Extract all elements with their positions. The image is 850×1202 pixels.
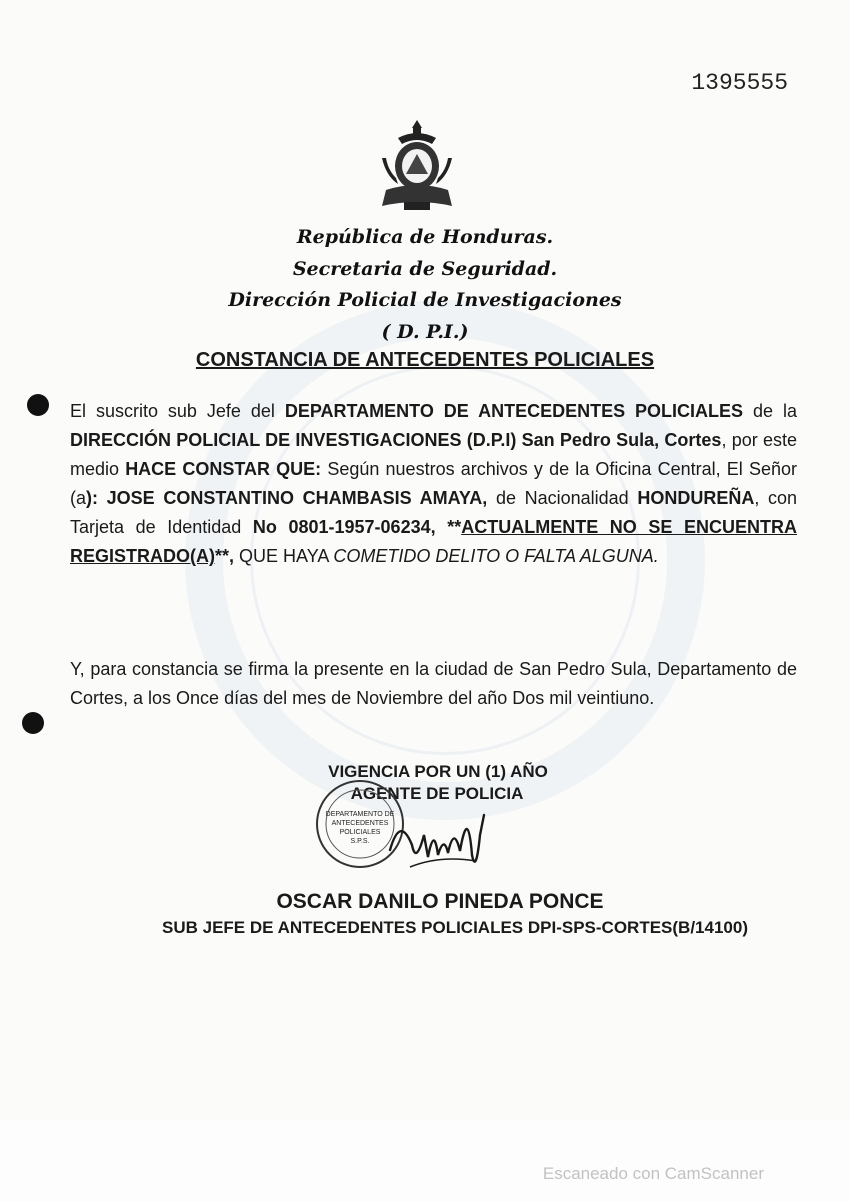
- para1-department: DEPARTAMENTO DE ANTECEDENTES POLICIALES: [284, 401, 744, 421]
- validity-line: VIGENCIA POR UN (1) AÑO: [328, 762, 548, 781]
- para1-id-number: No 0801-1957-06234,: [252, 517, 436, 537]
- scanner-footer: Escaneado con CamScanner: [542, 1164, 764, 1183]
- stamp-line-3: POLICIALES: [339, 829, 381, 836]
- para1-direction: DIRECCIÓN POLICIAL DE INVESTIGACIONES (D.P.I) San Pedro Sula, Cortes: [70, 430, 722, 450]
- para1-text: , por este medio: [70, 430, 797, 479]
- para1-text: QUE HAYA: [234, 546, 334, 566]
- punch-hole-top: [27, 394, 49, 416]
- para1-text: El suscrito sub Jefe del: [70, 401, 285, 421]
- para1-person-name: ): JOSE CONSTANTINO CHAMBASIS AMAYA,: [86, 488, 488, 508]
- handwritten-signature: [380, 795, 500, 885]
- para1-nationality: HONDUREÑA: [637, 488, 755, 508]
- para1-closing: COMETIDO DELITO O FALTA ALGUNA.: [333, 546, 659, 566]
- para1-text: de Nacionalidad: [487, 488, 638, 508]
- para1-stars: **,: [215, 546, 235, 566]
- stamp-line-4: S.P.S.: [350, 838, 370, 845]
- signing-paragraph: Y, para constancia se firma la presente en la ciudad de San Pedro Sula, Departamento de Cortes, a los Once días del mes de Noviembre del año Dos mil veintiuno.: [70, 659, 797, 708]
- header-dpi: ( D. P.I.): [381, 321, 469, 343]
- header-republic: República de Honduras.: [296, 226, 554, 248]
- document-title: CONSTANCIA DE ANTECEDENTES POLICIALES: [195, 349, 655, 371]
- para1-text: Según nuestros archivos y de la Oficina Central, El Señor (a: [70, 459, 797, 508]
- punch-hole-bottom: [22, 712, 44, 734]
- agent-line: AGENTE DE POLICIA: [350, 784, 524, 803]
- header-direccion: Dirección Policial de Investigaciones: [228, 289, 622, 311]
- para1-not-registered: ACTUALMENTE NO SE ENCUENTRA REGISTRADO(A): [70, 517, 797, 566]
- para1-text: de la: [743, 401, 797, 421]
- para1-stars: **: [435, 517, 462, 537]
- serial-number: 1395555: [691, 70, 788, 96]
- stamp-line-2: ANTECEDENTES: [331, 820, 389, 827]
- statement-paragraph: [70, 397, 797, 571]
- header-secretaria: Secretaria de Seguridad.: [292, 258, 558, 280]
- signer-name: OSCAR DANILO PINEDA PONCE: [276, 890, 604, 913]
- coat-of-arms-icon: [376, 118, 458, 214]
- para1-text: , con Tarjeta de Identidad: [70, 488, 797, 537]
- signer-title: SUB JEFE DE ANTECEDENTES POLICIALES DPI-SPS-CORTES(B/14100): [162, 918, 748, 937]
- stamp-line-1: DEPARTAMENTO DE: [325, 811, 395, 818]
- para1-hace-constar: HACE CONSTAR QUE:: [125, 459, 322, 479]
